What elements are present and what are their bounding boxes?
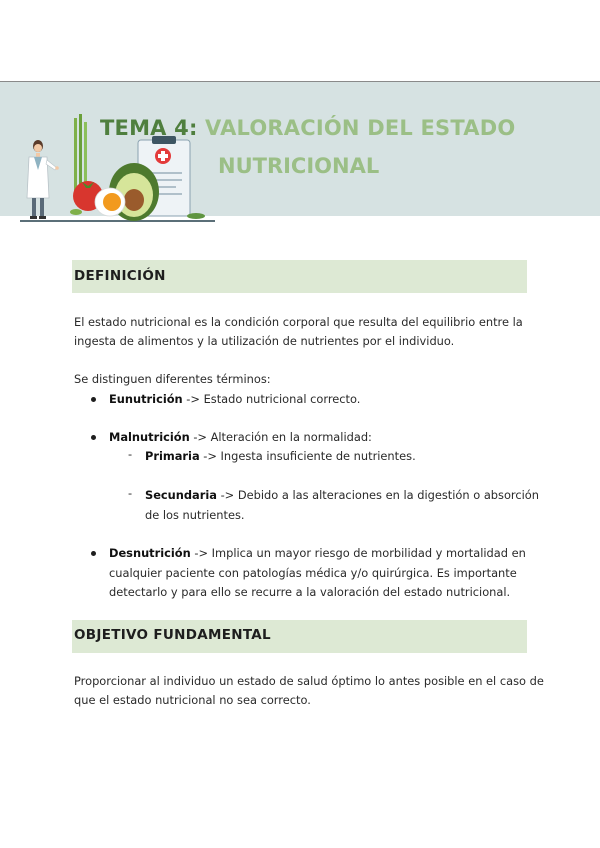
egg	[95, 188, 125, 216]
def-primaria: -> Ingesta insuficiente de nutrientes.	[199, 449, 416, 463]
list-item-desnutricion	[109, 543, 526, 563]
ground-line	[20, 220, 215, 222]
section-heading-definicion: DEFINICIÓN	[74, 268, 166, 284]
term-primaria: Primaria	[145, 449, 200, 463]
def-malnutricion: -> Alteración en la normalidad:	[189, 430, 372, 444]
def-eunutricion: -> Estado nutricional correcto.	[182, 392, 361, 406]
definition-line-2: ingesta de alimentos y la utilización de nutrientes por el individuo.	[74, 334, 455, 348]
bullet-icon	[91, 551, 96, 556]
title-prefix: TEMA 4:	[100, 116, 198, 140]
term-desnutricion: Desnutrición	[109, 546, 191, 560]
term-eunutricion: Eunutrición	[109, 392, 183, 406]
def-desnutricion-3: detectarlo y para ello se recurre a la valoración del estado nutricional.	[109, 585, 511, 599]
bullet-icon	[91, 435, 96, 440]
term-malnutricion: Malnutrición	[109, 430, 190, 444]
doctor-figure	[27, 140, 59, 219]
def-secundaria-1: -> Debido a las alteraciones en la digestión o absorción	[216, 488, 539, 502]
list-item-primaria	[145, 446, 416, 466]
list-item-eunutricion	[109, 389, 360, 409]
page-title-line2: NUTRICIONAL	[218, 154, 380, 178]
objective-line-2: que el estado nutricional no sea correcto.	[74, 693, 311, 707]
dash-icon: -	[128, 447, 133, 461]
page-title	[100, 116, 515, 140]
title-rest: VALORACIÓN DEL ESTADO	[197, 116, 516, 140]
dash-icon: -	[128, 486, 133, 500]
list-item-secundaria	[145, 485, 539, 505]
objective-line-1: Proporcionar al individuo un estado de salud óptimo lo antes posible en el caso de	[74, 674, 544, 688]
terms-intro: Se distinguen diferentes términos:	[74, 372, 271, 386]
definition-line-1: El estado nutricional es la condición corporal que resulta del equilibrio entre la	[74, 315, 523, 329]
section-heading-objetivo: OBJETIVO FUNDAMENTAL	[74, 627, 271, 643]
def-desnutricion-1: -> Implica un mayor riesgo de morbilidad y mortalidad en	[190, 546, 526, 560]
bullet-icon	[91, 397, 96, 402]
def-desnutricion-2: cualquier paciente con patologías médica y/o quirúrgica. Es importante	[109, 566, 517, 580]
list-item-malnutricion	[109, 427, 372, 447]
def-secundaria-2: de los nutrientes.	[145, 508, 245, 522]
term-secundaria: Secundaria	[145, 488, 217, 502]
